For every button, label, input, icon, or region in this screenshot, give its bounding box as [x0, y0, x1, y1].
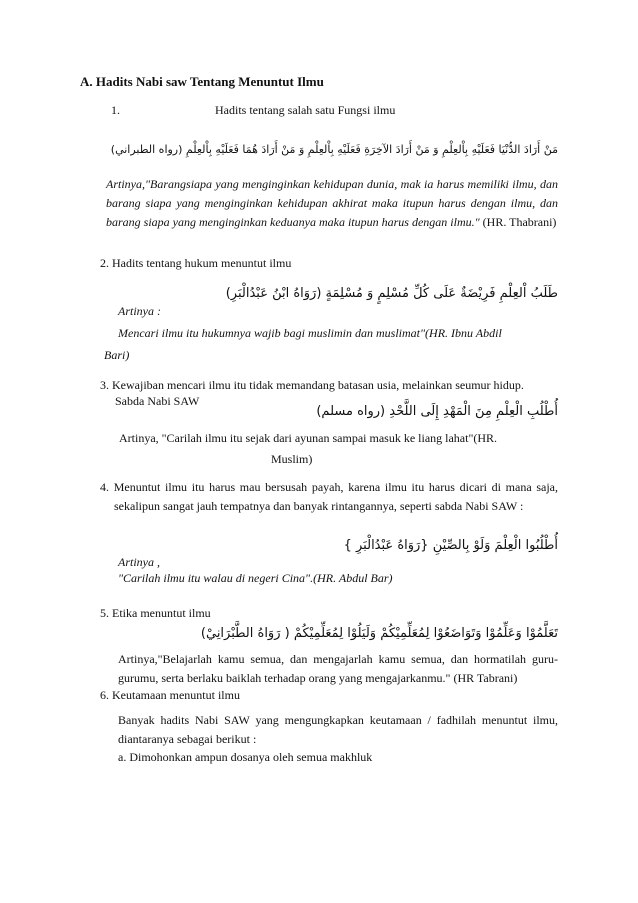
item-5-title: 5. Etika menuntut ilmu	[100, 606, 211, 620]
item-3-title: 3. Kewajiban mencari ilmu itu tidak memandang batasan usia, melainkan seumur hidup.	[100, 378, 524, 392]
hadith-1-arabic: مَنْ أَرَادَ الدُّنْيَا فَعَلَيْهِ بِاْلعِلْمِ وَ مَنْ أَرَادَ الآخِرَةِ فَعَلَيْهِ بِاْلعِلْمِ وَ مَنْ أَرَادَ هُمَا فَعَلَيْهِ بِاْلعِلْمِ (رواه الطبراني)	[110, 143, 558, 156]
item-6-title: 6. Keutamaan menuntut ilmu	[100, 688, 240, 702]
hadith-5-translation: Artinya,"Belajarlah kamu semua, dan mengajarlah kamu semua, dan hormatilah guru-gurumu, serta berlaku baiklah terhadap orang yang mengajarkanmu." (HR Tabrani)	[118, 652, 558, 685]
hadith-1-source: (HR. Thabrani)	[479, 215, 557, 229]
item-2-title: 2. Hadits tentang hukum menuntut ilmu	[100, 256, 292, 270]
hadith-3-translation-cont: Muslim)	[271, 452, 313, 466]
hadith-2-arabic: طَلَبُ اْلعِلْمِ فَرِيْضَةٌ عَلَى كُلِّ مُسْلِمٍ وَ مُسْلِمَةٍ (رَوَاهُ ابْنُ عَبْدُالْبَرِ)	[225, 286, 558, 301]
section-heading: A. Hadits Nabi saw Tentang Menuntut Ilmu	[80, 74, 324, 89]
hadith-2-translation: Mencari ilmu itu hukumnya wajib bagi muslimin dan muslimat"(HR. Ibnu Abdil	[118, 326, 502, 340]
hadith-3-translation: Artinya, "Carilah ilmu itu sejak dari ayunan sampai masuk ke liang lahat"(HR.	[119, 431, 498, 445]
hadith-5-arabic: تَعَلَّمُوْا وَعَلِّمُوْا وَتَوَاضَعُوْا لِمُعَلِّمِيْكُمْ وَلَيَلُوْا لِمُعَلِّمِيْكُمْ ( رَوَاهُ الطَّبْرَانِيْ)	[200, 626, 558, 641]
item-1-title: Hadits tentang salah satu Fungsi ilmu	[215, 103, 396, 117]
hadith-2-artinya: Artinya :	[118, 304, 161, 318]
hadith-4-arabic: أُطْلُبُوا الْعِلْمَ وَلَوْ بِالصِّيْنِ {رَوَاهُ عَبْدُالْبَرِ }	[343, 538, 558, 553]
item-3-title-cont: Sabda Nabi SAW	[115, 394, 200, 408]
hadith-3-arabic: أُطْلُبِ الْعِلْمِ مِنَ الْمَهْدِ إِلَى اللَّحْدِ (رواه مسلم)	[316, 404, 558, 419]
hadith-4-translation: "Carilah ilmu itu walau di negeri Cina".(HR. Abdul Bar)	[118, 571, 393, 585]
hadith-1-translation	[106, 175, 558, 232]
item-4-title: 4. Menuntut ilmu itu harus mau bersusah payah, karena ilmu itu harus dicari di mana saja, sekalipun sangat jauh tempatnya dan banyak rintangannya, seperti sabda Nabi SAW :	[100, 480, 558, 513]
item-6-body: Banyak hadits Nabi SAW yang mengungkapkan keutamaan / fadhilah menuntut ilmu, diantaranya sebagai berikut :	[118, 713, 558, 746]
item-1-number: 1.	[111, 103, 120, 117]
hadith-4-artinya: Artinya ,	[118, 555, 160, 569]
item-6-point-a: a. Dimohonkan ampun dosanya oleh semua makhluk	[118, 750, 373, 764]
hadith-1-translation-text: Artinya,"Barangsiapa yang menginginkan kehidupan dunia, mak ia harus memiliki ilmu, dan barang siapa yang menginginkan kehidupan akhirat maka itupun harus dengan ilmu, dan barang siapa yang menginginkan keduanya maka itupun harus dengan ilmu."	[106, 177, 558, 229]
hadith-2-translation-end: Bari)	[104, 348, 130, 362]
